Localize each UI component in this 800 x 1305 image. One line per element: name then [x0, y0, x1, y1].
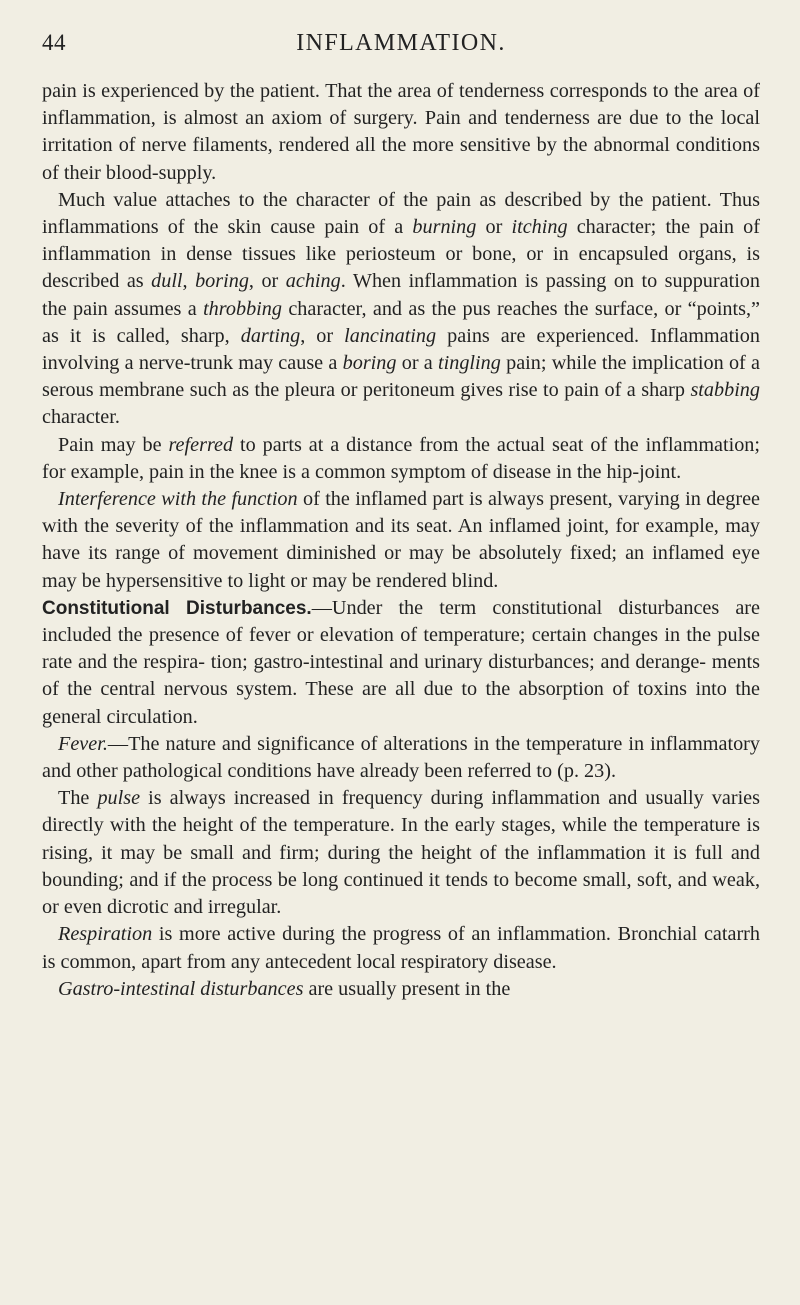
paragraph-interference: Interference with the function of the inflamed part is always present, varying in degree with the severity of the inflammation and its seat. An inflamed joint, for example, may have its range of movement diminished or may be absolutely fixed; an inflamed eye may be hypersensitive to light or may be rendered blind. [42, 488, 761, 592]
book-page [42, 30, 760, 1003]
paragraph-constitutional-disturbances: Constitutional Disturbances.—Under the term constitutional disturbances are included the presence of fever or elevation of temperature; certain changes in the pulse rate and the respira- tion; gastro-intestinal and urinary disturbances; and derange- ments of the central nervous system. These are all due to the absorption of toxins into the general circulation. [42, 596, 760, 728]
paragraph-tenderness: pain is experienced by the patient. That the area of tenderness corresponds to the area of inflammation, is almost an axiom of surgery. Pain and tenderness are due to the local irritation of nerve filaments, rendered all the more sensitive by the abnormal conditions of their blood-supply. [42, 80, 760, 184]
paragraph-respiration: Respiration is more active during the progress of an inflammation. Bronchial catarrh is common, apart from any antecedent local respiratory disease. [42, 923, 760, 973]
page-number: 44 [42, 30, 66, 55]
paragraph-referred-pain: Pain may be referred to parts at a distance from the actual seat of the inflammation; for example, pain in the knee is a common symptom of disease in the hip-joint. [42, 433, 761, 483]
body-text [42, 78, 760, 1003]
paragraph-fever: Fever.—The nature and significance of alterations in the temperature in inflammatory and other pathological conditions have already been referred to (p. 23). [42, 732, 760, 783]
paragraph-gastro-intestinal: Gastro-intestinal disturbances are usually present in the [58, 977, 511, 1000]
running-title: INFLAMMATION. [296, 30, 506, 56]
paragraph-pulse: The pulse is always increased in frequency during inflammation and usually varies directly with the height of the temperature. In the early stages, while the temperature is rising, it may be small and firm; during the height of the inflammation it is full and bounding; and if the process be long continued it tends to become small, soft, and weak, or even dicrotic and irregular. [42, 787, 760, 919]
page-header [42, 30, 760, 64]
section-heading: Constitutional Disturbances. [42, 597, 312, 619]
paragraph-pain-character: Much value attaches to the character of the pain as described by the patient. Thus inflammations of the skin cause pain of a burning or itching character; the pain of inflammation in dense tissues like periosteum or bone, or in encapsuled organs, is described as dull, boring, or aching. When inflammation is passing on to suppuration the pain assumes a throbbing character, and as the pus reaches the surface, or “points,” as it is called, sharp, darting, or lancinating pains are experienced. Inflammation involving a nerve-trunk may cause a boring or a tingling pain; while the implication of a serous membrane such as the pleura or peritoneum gives rise to pain of a sharp stabbing character. [42, 188, 761, 429]
